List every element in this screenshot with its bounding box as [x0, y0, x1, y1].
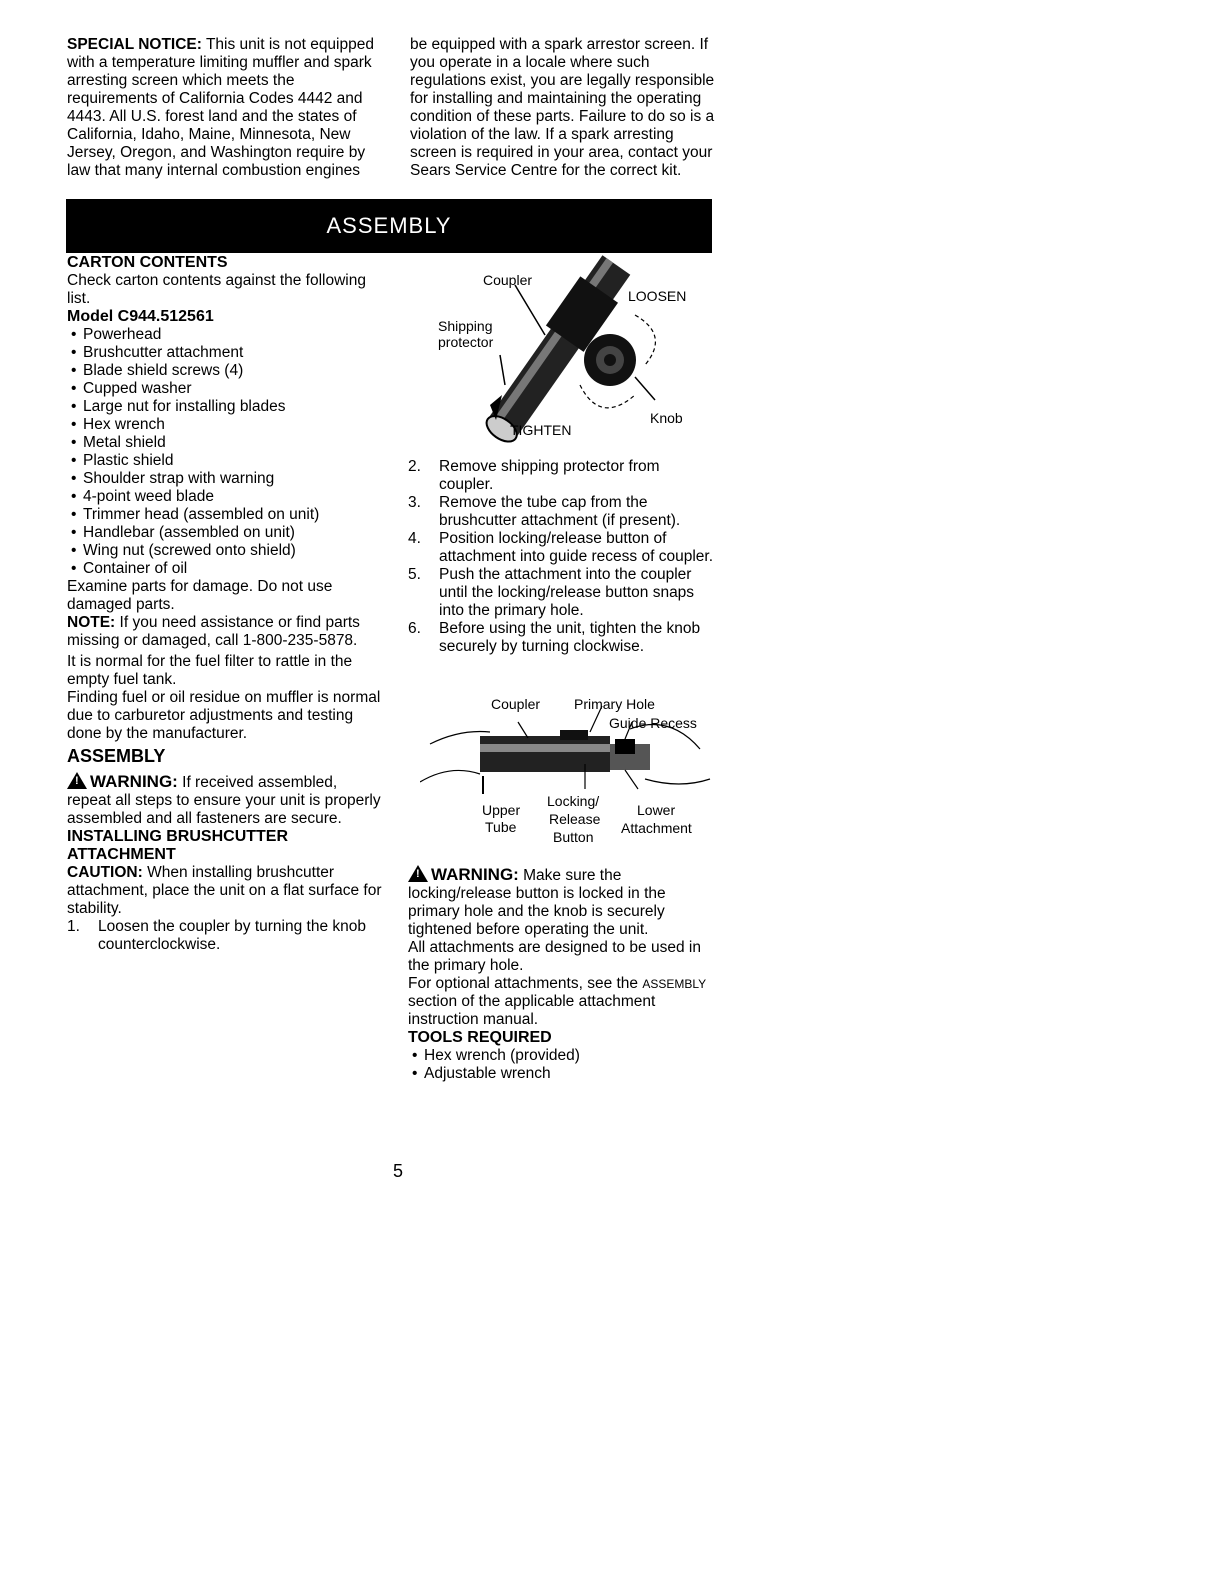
warning2-paragraph: [408, 865, 720, 939]
step-text: Remove the tube cap from the brushcutter attachment (if present).: [439, 494, 681, 529]
list-item: [408, 458, 718, 494]
list-item: • Cupped washer: [67, 380, 382, 398]
fig1-loosen-label: LOOSEN: [628, 288, 687, 304]
page-number: 5: [393, 1161, 404, 1181]
list-item: [67, 918, 382, 954]
step-number: 4.: [408, 530, 421, 547]
step-list-left: [67, 918, 382, 954]
caution-paragraph: [67, 864, 382, 918]
note-label: NOTE:: [67, 614, 116, 631]
step-list-right: [408, 458, 718, 656]
list-item: • Large nut for installing blades: [67, 398, 382, 416]
optional-text-b: section of the applicable attachment instruction manual.: [408, 993, 656, 1028]
step-number: 3.: [408, 494, 421, 511]
fig2-lower-label: Lower: [637, 802, 676, 818]
list-item: • Trimmer head (assembled on unit): [67, 506, 382, 524]
fig2-release-label: Release: [549, 811, 601, 827]
list-item: • Metal shield: [67, 434, 382, 452]
optional-text-a: For optional attachments, see the: [408, 975, 639, 992]
examine-text: Examine parts for damage. Do not use damaged parts.: [67, 578, 333, 613]
fig2-attachment-label: Attachment: [621, 820, 692, 836]
list-item: • Hex wrench (provided): [408, 1047, 720, 1065]
left-column: [67, 254, 382, 954]
list-item: • Handlebar (assembled on unit): [67, 524, 382, 542]
step-text: Push the attachment into the coupler until the locking/release button snaps into the primary hole.: [439, 566, 695, 619]
fig2-locking-label: Locking/: [547, 793, 600, 809]
caution-label: CAUTION:: [67, 864, 143, 881]
warning2-text: Make sure the locking/release button is locked in the primary hole and the knob is securely tightened before operating the unit.: [408, 867, 666, 938]
warning2-label: WARNING:: [431, 865, 519, 884]
tools-list: [408, 1047, 720, 1083]
warning-icon: [67, 772, 87, 789]
right-column-lower: [408, 865, 720, 1083]
warning-label: WARNING:: [90, 772, 178, 791]
list-item: • Brushcutter attachment: [67, 344, 382, 362]
special-notice-right: be equipped with a spark arrestor screen. If you operate in a locale where such regulations exist, you are legally responsible for installing and maintaining the operating condition of these parts. Failure to do so is a violation of the law. If a spark arresting screen is required in your area, contact your Sears Service Centre for the correct kit.: [410, 36, 715, 179]
fuel-filter-text: It is normal for the fuel filter to rattle in the empty fuel tank.: [67, 653, 353, 688]
fig2-upper-label: Upper: [482, 802, 521, 818]
step-number: 1.: [67, 918, 80, 935]
carton-contents-heading: CARTON CONTENTS: [67, 254, 228, 271]
step-number: 2.: [408, 458, 421, 475]
note-text: If you need assistance or find parts missing or damaged, call 1-800-235-5878.: [67, 614, 360, 649]
special-notice-label: SPECIAL NOTICE:: [67, 36, 202, 53]
model-number: Model C944.512561: [67, 308, 214, 325]
list-item: [408, 494, 718, 530]
fig2-button-label: Button: [553, 829, 594, 845]
coupler-figure: [430, 255, 720, 445]
optional-text-sc: ASSEMBLY: [642, 977, 707, 991]
step-number: 6.: [408, 620, 421, 637]
warning-icon: [408, 865, 428, 882]
caution-text: When installing brushcutter attachment, place the unit on a flat surface for stability.: [67, 864, 382, 917]
list-item: [408, 530, 718, 566]
carton-intro: Check carton contents against the following list.: [67, 272, 366, 307]
fig1-protector-label: protector: [438, 334, 494, 350]
list-item: • Plastic shield: [67, 452, 382, 470]
attachment-figure: [420, 694, 720, 850]
list-item: [408, 620, 718, 656]
fig2-coupler-label: Coupler: [491, 696, 541, 712]
step-text: Remove shipping protector from coupler.: [439, 458, 660, 493]
tools-heading: TOOLS REQUIRED: [408, 1029, 552, 1046]
right-column: [408, 458, 718, 656]
fig1-knob-label: Knob: [650, 410, 683, 426]
fig2-guide-recess-label: Guide Recess: [609, 715, 697, 731]
step-number: 5.: [408, 566, 421, 583]
special-notice-left: [67, 36, 387, 180]
list-item: [408, 566, 718, 620]
fig2-primary-hole-label: Primary Hole: [574, 696, 655, 712]
list-item: • Adjustable wrench: [408, 1065, 720, 1083]
list-item: • Shoulder strap with warning: [67, 470, 382, 488]
list-item: • Wing nut (screwed onto shield): [67, 542, 382, 560]
list-item: • Container of oil: [67, 560, 382, 578]
fig1-tighten-label: TIGHTEN: [510, 422, 572, 438]
assembly-banner: ASSEMBLY: [66, 199, 712, 253]
carton-list: [67, 326, 382, 578]
list-item: • Blade shield screws (4): [67, 362, 382, 380]
special-notice-text-left: This unit is not equipped with a temperature limiting muffler and spark arresting screen which meets the requirements of California Codes 4442 and 4443. All U.S. forest land and the states of California, Idaho, Maine, Minnesota, New Jersey, Oregon, and Washington require by law that many internal combustion engines: [67, 36, 374, 179]
fig1-coupler-label: Coupler: [483, 272, 533, 288]
primary-hole-text: All attachments are designed to be used in the primary hole.: [408, 939, 701, 974]
list-item: • Hex wrench: [67, 416, 382, 434]
warning-paragraph: [67, 772, 382, 828]
install-heading: INSTALLING BRUSHCUTTER ATTACHMENT: [67, 828, 289, 863]
step-text: Loosen the coupler by turning the knob counterclockwise.: [98, 918, 366, 953]
note-paragraph: [67, 614, 382, 650]
list-item: • 4-point weed blade: [67, 488, 382, 506]
list-item: • Powerhead: [67, 326, 382, 344]
assembly-heading: ASSEMBLY: [67, 746, 166, 766]
fig2-tube-label: Tube: [485, 819, 517, 835]
residue-text: Finding fuel or oil residue on muffler is normal due to carburetor adjustments and testing done by the manufacturer.: [67, 689, 381, 742]
warning-text: If received assembled, repeat all steps to ensure your unit is properly assembled and all fasteners are secure.: [67, 774, 381, 827]
optional-attachments-text: [408, 975, 720, 1029]
fig1-shipping-label: Shipping: [438, 318, 493, 334]
step-text: Position locking/release button of attachment into guide recess of coupler.: [439, 530, 713, 565]
step-text: Before using the unit, tighten the knob securely by turning clockwise.: [439, 620, 701, 655]
